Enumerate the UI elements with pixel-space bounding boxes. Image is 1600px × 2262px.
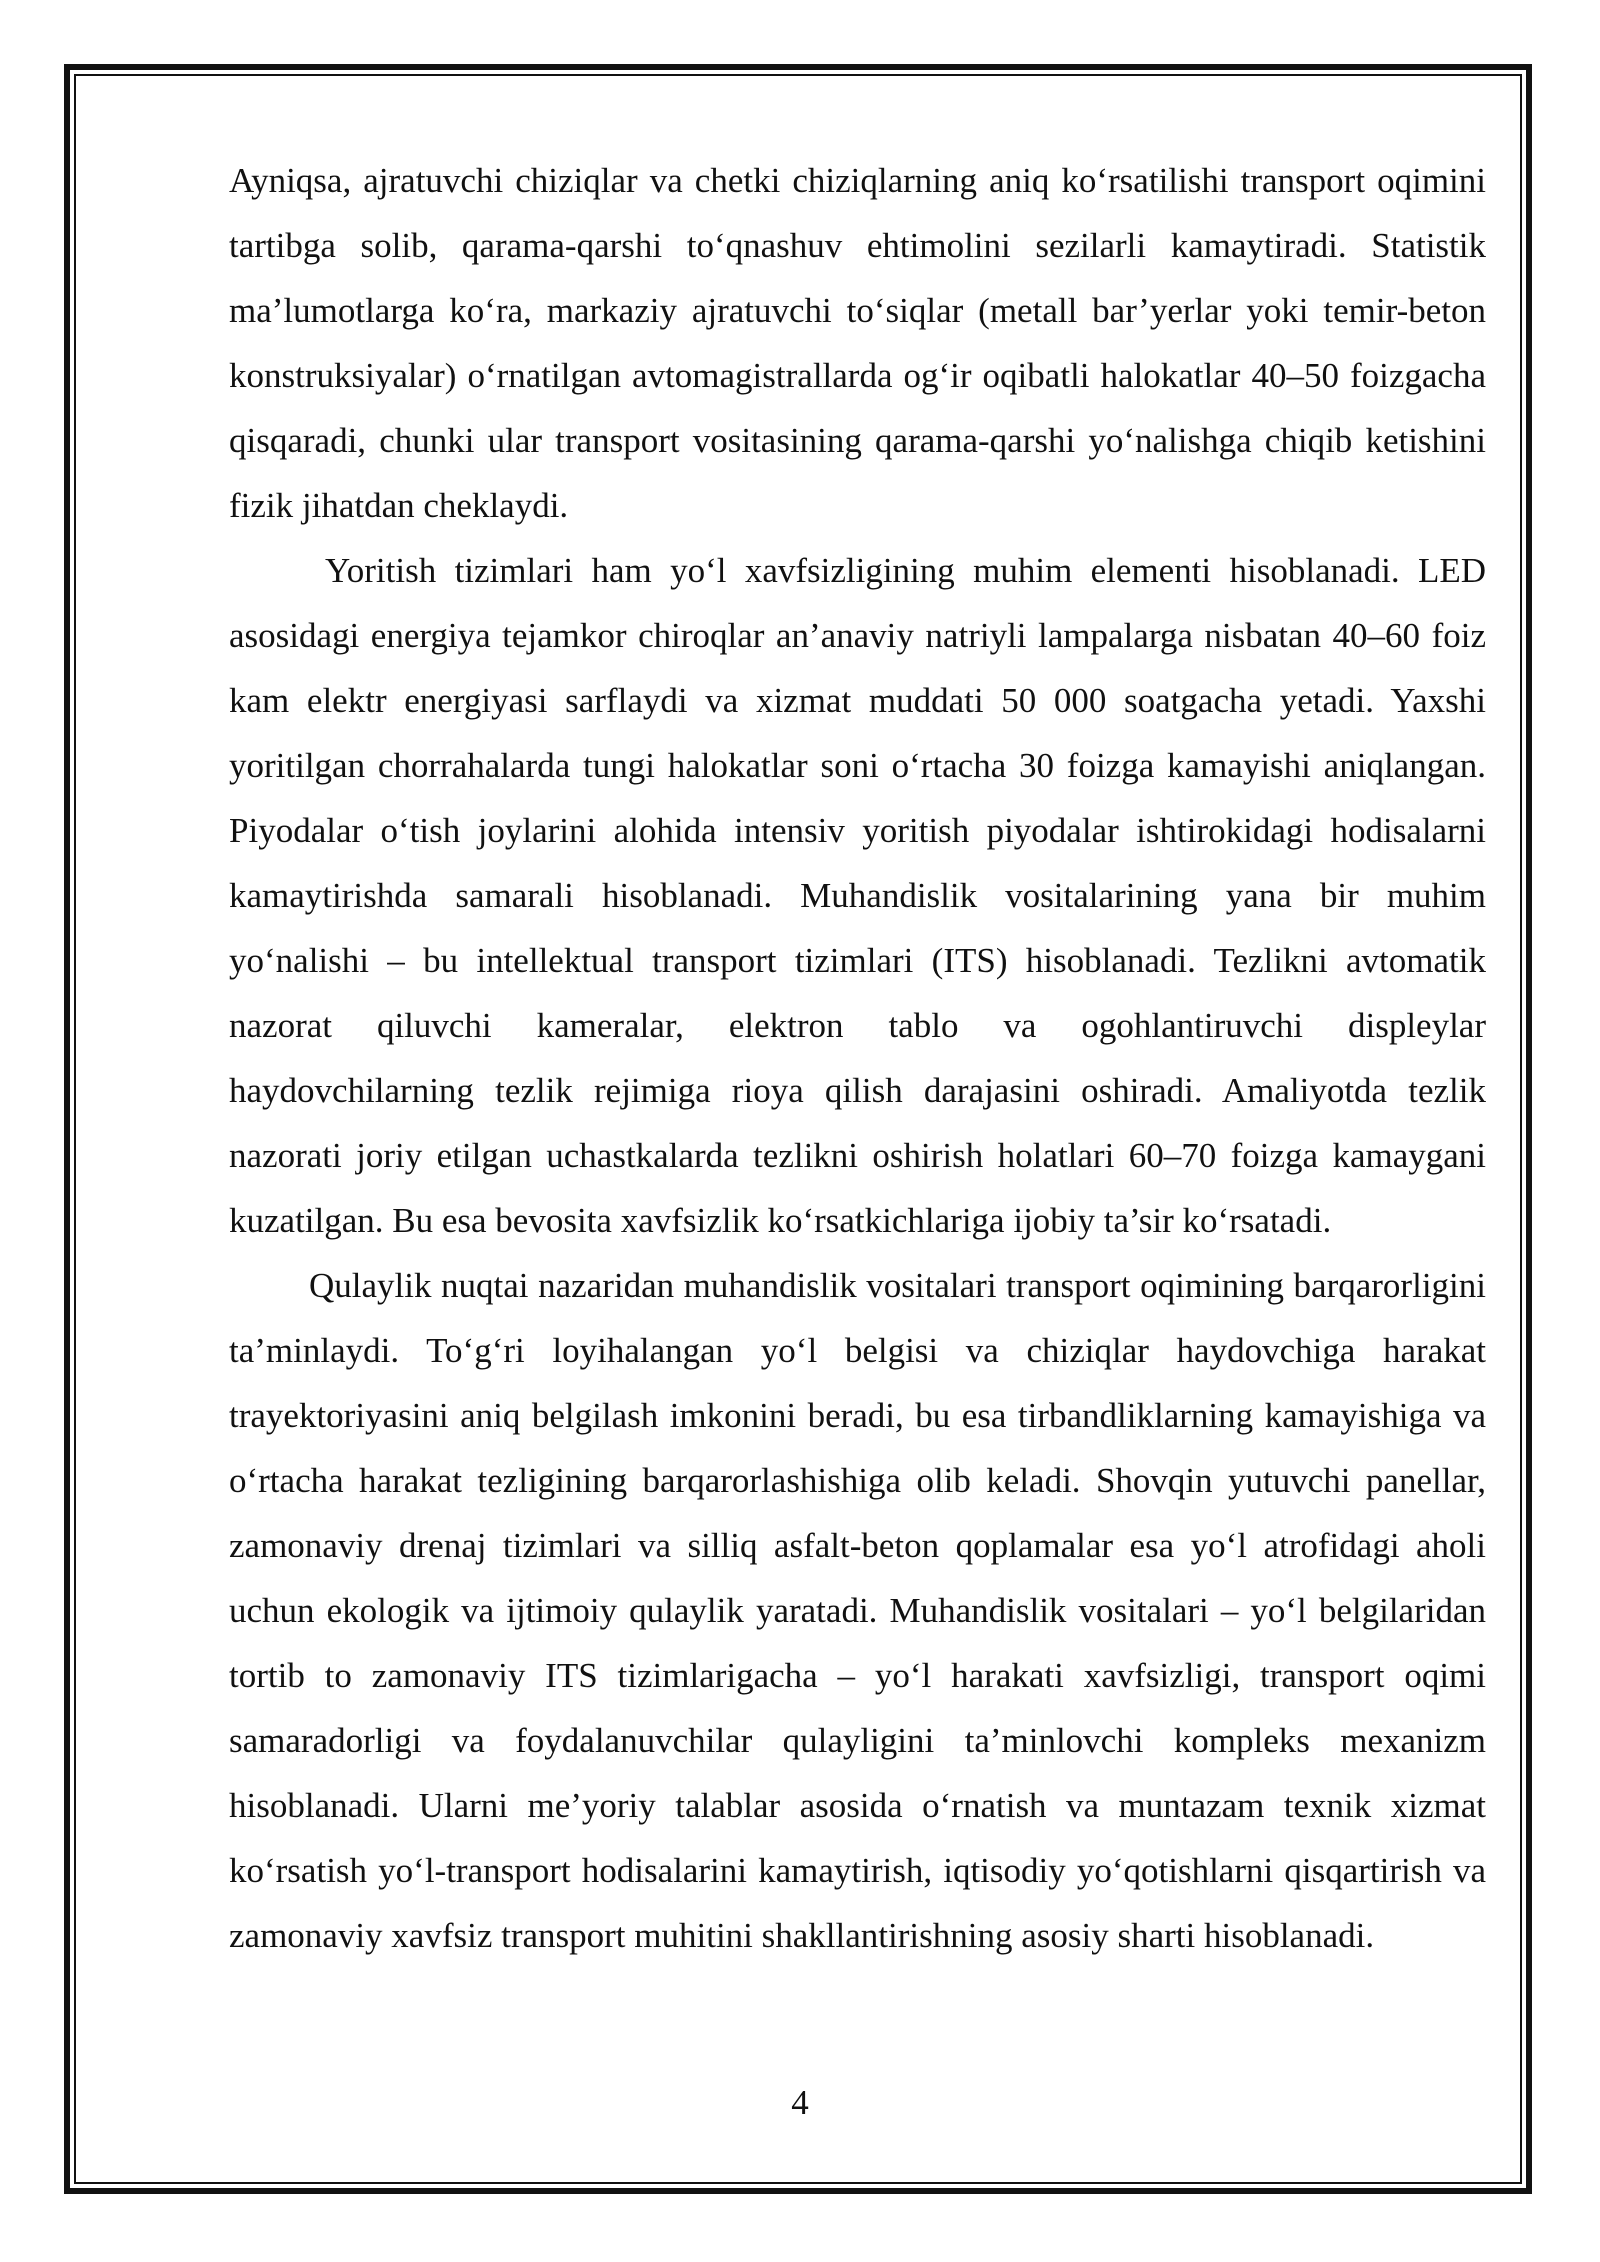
paragraph-2: Yoritish tizimlari ham yo‘l xavfsizligining muhim elementi hisoblanadi. LED asosidagi energiya tejamkor chiroqlar an’anaviy natriyli lampalarga nisbatan 40–60 foiz kam elektr energiyasi sarflaydi va xizmat muddati 50 000 soatgacha yetadi. Yaxshi yoritilgan chorrahalarda tungi halokatlar soni o‘rtacha 30 foizga kamayishi aniqlangan. Piyodalar o‘tish joylarini alohida intensiv yoritish piyodalar ishtirokidagi hodisalarni kamaytirishda samarali hisoblanadi. Muhandislik vositalarining yana bir muhim yo‘nalishi – bu intellektual transport tizimlari (ITS) hisoblanadi. Tezlikni avtomatik nazorat qiluvchi kameralar, elektron tablo va ogohlantiruvchi displeylar haydovchilarning tezlik rejimiga rioya qilish darajasini oshiradi. Amaliyotda tezlik nazorati joriy etilgan uchastkalarda tezlikni oshirish holatlari 60–70 foizga kamaygani kuzatilgan. Bu esa bevosita xavfsizlik ko‘rsatkichlariga ijobiy ta’sir ko‘rsatadi. [229,551,1486,1240]
paragraph-1: Ayniqsa, ajratuvchi chiziqlar va chetki chiziqlarning aniq ko‘rsatilishi transport oqimini tartibga solib, qarama-qarshi to‘qnashuv ehtimolini sezilarli kamaytiradi. Statistik ma’lumotlarga ko‘ra, markaziy ajratuvchi to‘siqlar (metall bar’yerlar yoki temir-beton konstruksiyalar) o‘rnatilgan avtomagistrallarda og‘ir oqibatli halokatlar 40–50 foizgacha qisqaradi, chunki ular transport vositasining qarama-qarshi yo‘nalishga chiqib ketishini fizik jihatdan cheklaydi. [229,161,1486,525]
paragraph-3: Qulaylik nuqtai nazaridan muhandislik vositalari transport oqimining barqarorligini ta’minlaydi. To‘g‘ri loyihalangan yo‘l belgisi va chiziqlar haydovchiga harakat trayektoriyasini aniq belgilash imkonini beradi, bu esa tirbandliklarning kamayishiga va o‘rtacha harakat tezligining barqarorlashishiga olib keladi. Shovqin yutuvchi panellar, zamonaviy drenaj tizimlari va silliq asfalt-beton qoplamalar esa yo‘l atrofidagi aholi uchun ekologik va ijtimoiy qulaylik yaratadi. Muhandislik vositalari – yo‘l belgilaridan tortib to zamonaviy ITS tizimlarigacha – yo‘l harakati xavfsizligi, transport oqimi samaradorligi va foydalanuvchilar qulayligini ta’minlovchi kompleks mexanizm hisoblanadi. Ularni me’yoriy talablar asosida o‘rnatish va muntazam texnik xizmat ko‘rsatish yo‘l-transport hodisalarini kamaytirish, iqtisodiy yo‘qotishlarni qisqartirish va zamonaviy xavfsiz transport muhitini shakllantirishning asosiy sharti hisoblanadi. [229,1266,1486,1955]
page-number: 4 [791,2083,809,2122]
document-body [229,148,1486,1968]
